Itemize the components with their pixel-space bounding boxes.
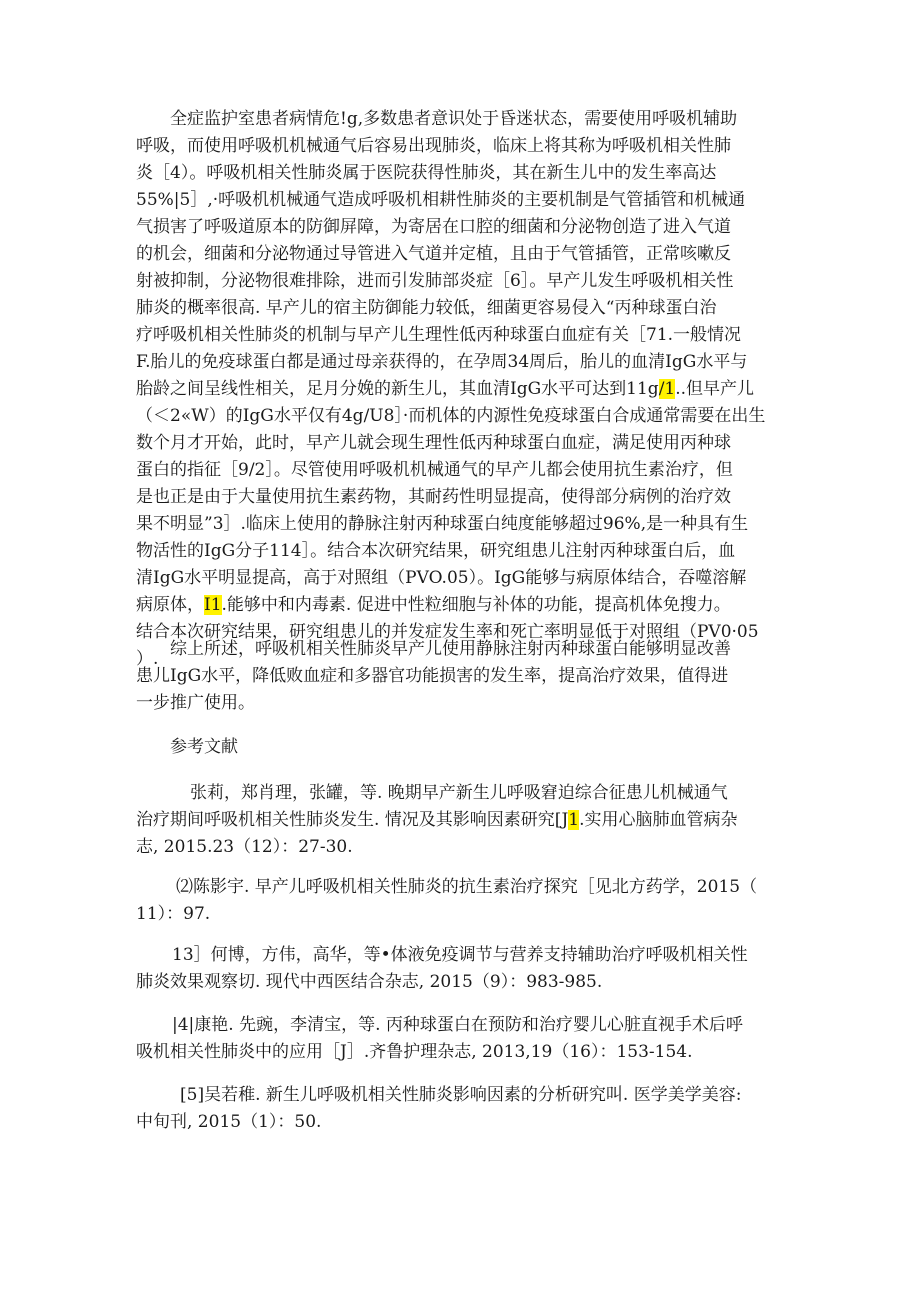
text-line: 张莉，郑肖理，张罐，等. 晚期早产新生儿呼吸窘迫综合征患儿机械通气 (190, 783, 728, 803)
text-line: [5]吴若稚. 新生儿呼吸机相关性肺炎影响因素的分析研究叫. 医学美学美容: (180, 1085, 742, 1105)
text-line: 是也正是由于大量使用抗生素药物，其耐药性明显提高，使得部分病例的治疗效 (136, 487, 731, 507)
highlighted-text: 1 (568, 810, 580, 830)
text-segment: .能够中和内毒素. 促进中性粒细胞与补体的功能，提高机体免搜力。 (221, 595, 731, 615)
text-line: 果不明显”3］.临床上使用的静脉注射丙种球蛋白纯度能够超过96%,是一种具有生 (136, 514, 749, 534)
text-line: 55%|5］,·呼吸机机械通气造成呼吸机相耕性肺炎的主要机制是气管插管和机械通 (136, 190, 746, 210)
text-line: 患儿IgG水平，降低败血症和多器官功能损害的发生率，提高治疗效果，值得进 (136, 666, 729, 686)
text-line: 数个月才开始，此时，早产儿就会现生理性低丙种球蛋白血症，满足使用丙种球 (136, 433, 731, 453)
text-line: 清IgG水平明显提高，高于对照组（PVO.05）。IgG能够与病原体结合，吞噬溶解 (136, 568, 747, 588)
text-line (136, 807, 796, 834)
text-line: 蛋白的指征［9/2］。尽管使用呼吸机机械通气的早产儿都会使用抗生素治疗，但 (136, 460, 733, 480)
references-heading (136, 734, 796, 761)
text-line (136, 592, 796, 619)
text-line: 吸机相关性肺炎中的应用［J］.齐鲁护理杂志, 2013,19（16）：153-154. (136, 1042, 693, 1062)
text-line: 志, 2015.23（12）：27-30. (136, 837, 353, 857)
text-line: 综上所述，呼吸机相关性肺炎早产儿使用静脉注射丙种球蛋白能够明显改善 (170, 639, 731, 659)
text-segment: 治疗期间呼吸机相关性肺炎发生. 情况及其影响因素研究[J (136, 810, 569, 830)
reference-item (136, 874, 796, 928)
conclusion-paragraph (136, 636, 796, 717)
text-segment: ..但早产儿 (675, 379, 755, 399)
text-segment: 病原体， (136, 595, 204, 615)
text-line: 射被抑制，分泌物很难排除，进而引发肺部炎症［6］。早产儿发生呼吸机相关性 (136, 271, 734, 291)
text-line: 11）：97. (136, 904, 211, 924)
highlighted-text: /1 (658, 379, 676, 399)
reference-item (136, 942, 796, 996)
text-line: 结合本次研究结果，研究组患儿的并发症发生率和死亡率明显低于对照组（PV0·05 (136, 622, 759, 642)
text-line: F.胎儿的免疫球蛋白都是通过母亲获得的，在孕周34周后，胎儿的血清IgG水平与 (136, 352, 748, 372)
text-line: 13］何博，方伟，高华，等•体液免疫调节与营养支持辅助治疗呼吸机相关性 (172, 945, 748, 965)
text-line: 肺炎效果观察切. 现代中西医结合杂志, 2015（9）：983-985. (136, 972, 603, 992)
text-line: 全症监护室患者病情危!g,多数患者意识处于昏迷状态，需要使用呼吸机辅助 (170, 109, 738, 129)
text-line: ⑵陈影宇. 早产儿呼吸机相关性肺炎的抗生素治疗探究［见北方药学，2015（ (176, 877, 758, 897)
text-line: 的机会，细菌和分泌物通过导管进入气道并定植，且由于气管插管，正常咳嗽反 (136, 244, 731, 264)
heading-text: 参考文献 (170, 737, 238, 757)
text-line: ）. (136, 649, 159, 669)
text-line: 炎［4）。呼吸机相关性肺炎属于医院获得性肺炎，其在新生儿中的发生率高达 (136, 163, 717, 183)
text-line: 物活性的IgG分子114］。结合本次研究结果，研究组患儿注射丙种球蛋白后，血 (136, 541, 736, 561)
text-line: 气损害了呼吸道原本的防御屏障，为寄居在口腔的细菌和分泌物创造了进入气道 (136, 217, 731, 237)
text-line: 呼吸，而使用呼吸机机械通气后容易出现肺炎，临床上将其称为呼吸机相关性肺 (136, 136, 731, 156)
text-segment: .实用心脑肺血管病杂 (579, 810, 738, 830)
text-line: 中旬刊, 2015（1）：50. (136, 1112, 322, 1132)
text-segment: 胎龄之间呈线性相关，足月分娩的新生儿，其血清IgG水平可达到11g (136, 379, 659, 399)
reference-item (136, 780, 796, 861)
reference-item (136, 1012, 796, 1066)
text-line: （＜2«W）的IgG水平仅有4g/U8］·而机体的内源性免疫球蛋白合成通常需要在出生 (136, 406, 766, 426)
text-line: 疗呼吸机相关性肺炎的机制与早产儿生理性低丙种球蛋白血症有关［71.一般情况 (136, 325, 742, 345)
reference-item (136, 1082, 796, 1136)
text-line (136, 376, 796, 403)
text-line: 一步推广使用。 (136, 693, 255, 713)
text-line: 肺炎的概率很高. 早产儿的宿主防御能力较低，细菌更容易侵入“丙种球蛋白治 (136, 298, 717, 318)
body-paragraph (136, 106, 796, 673)
highlighted-text: I1 (204, 595, 222, 615)
text-line: |4|康艳. 先豌，李清宝，等. 丙种球蛋白在预防和治疗婴儿心脏直视手术后呼 (172, 1015, 743, 1035)
